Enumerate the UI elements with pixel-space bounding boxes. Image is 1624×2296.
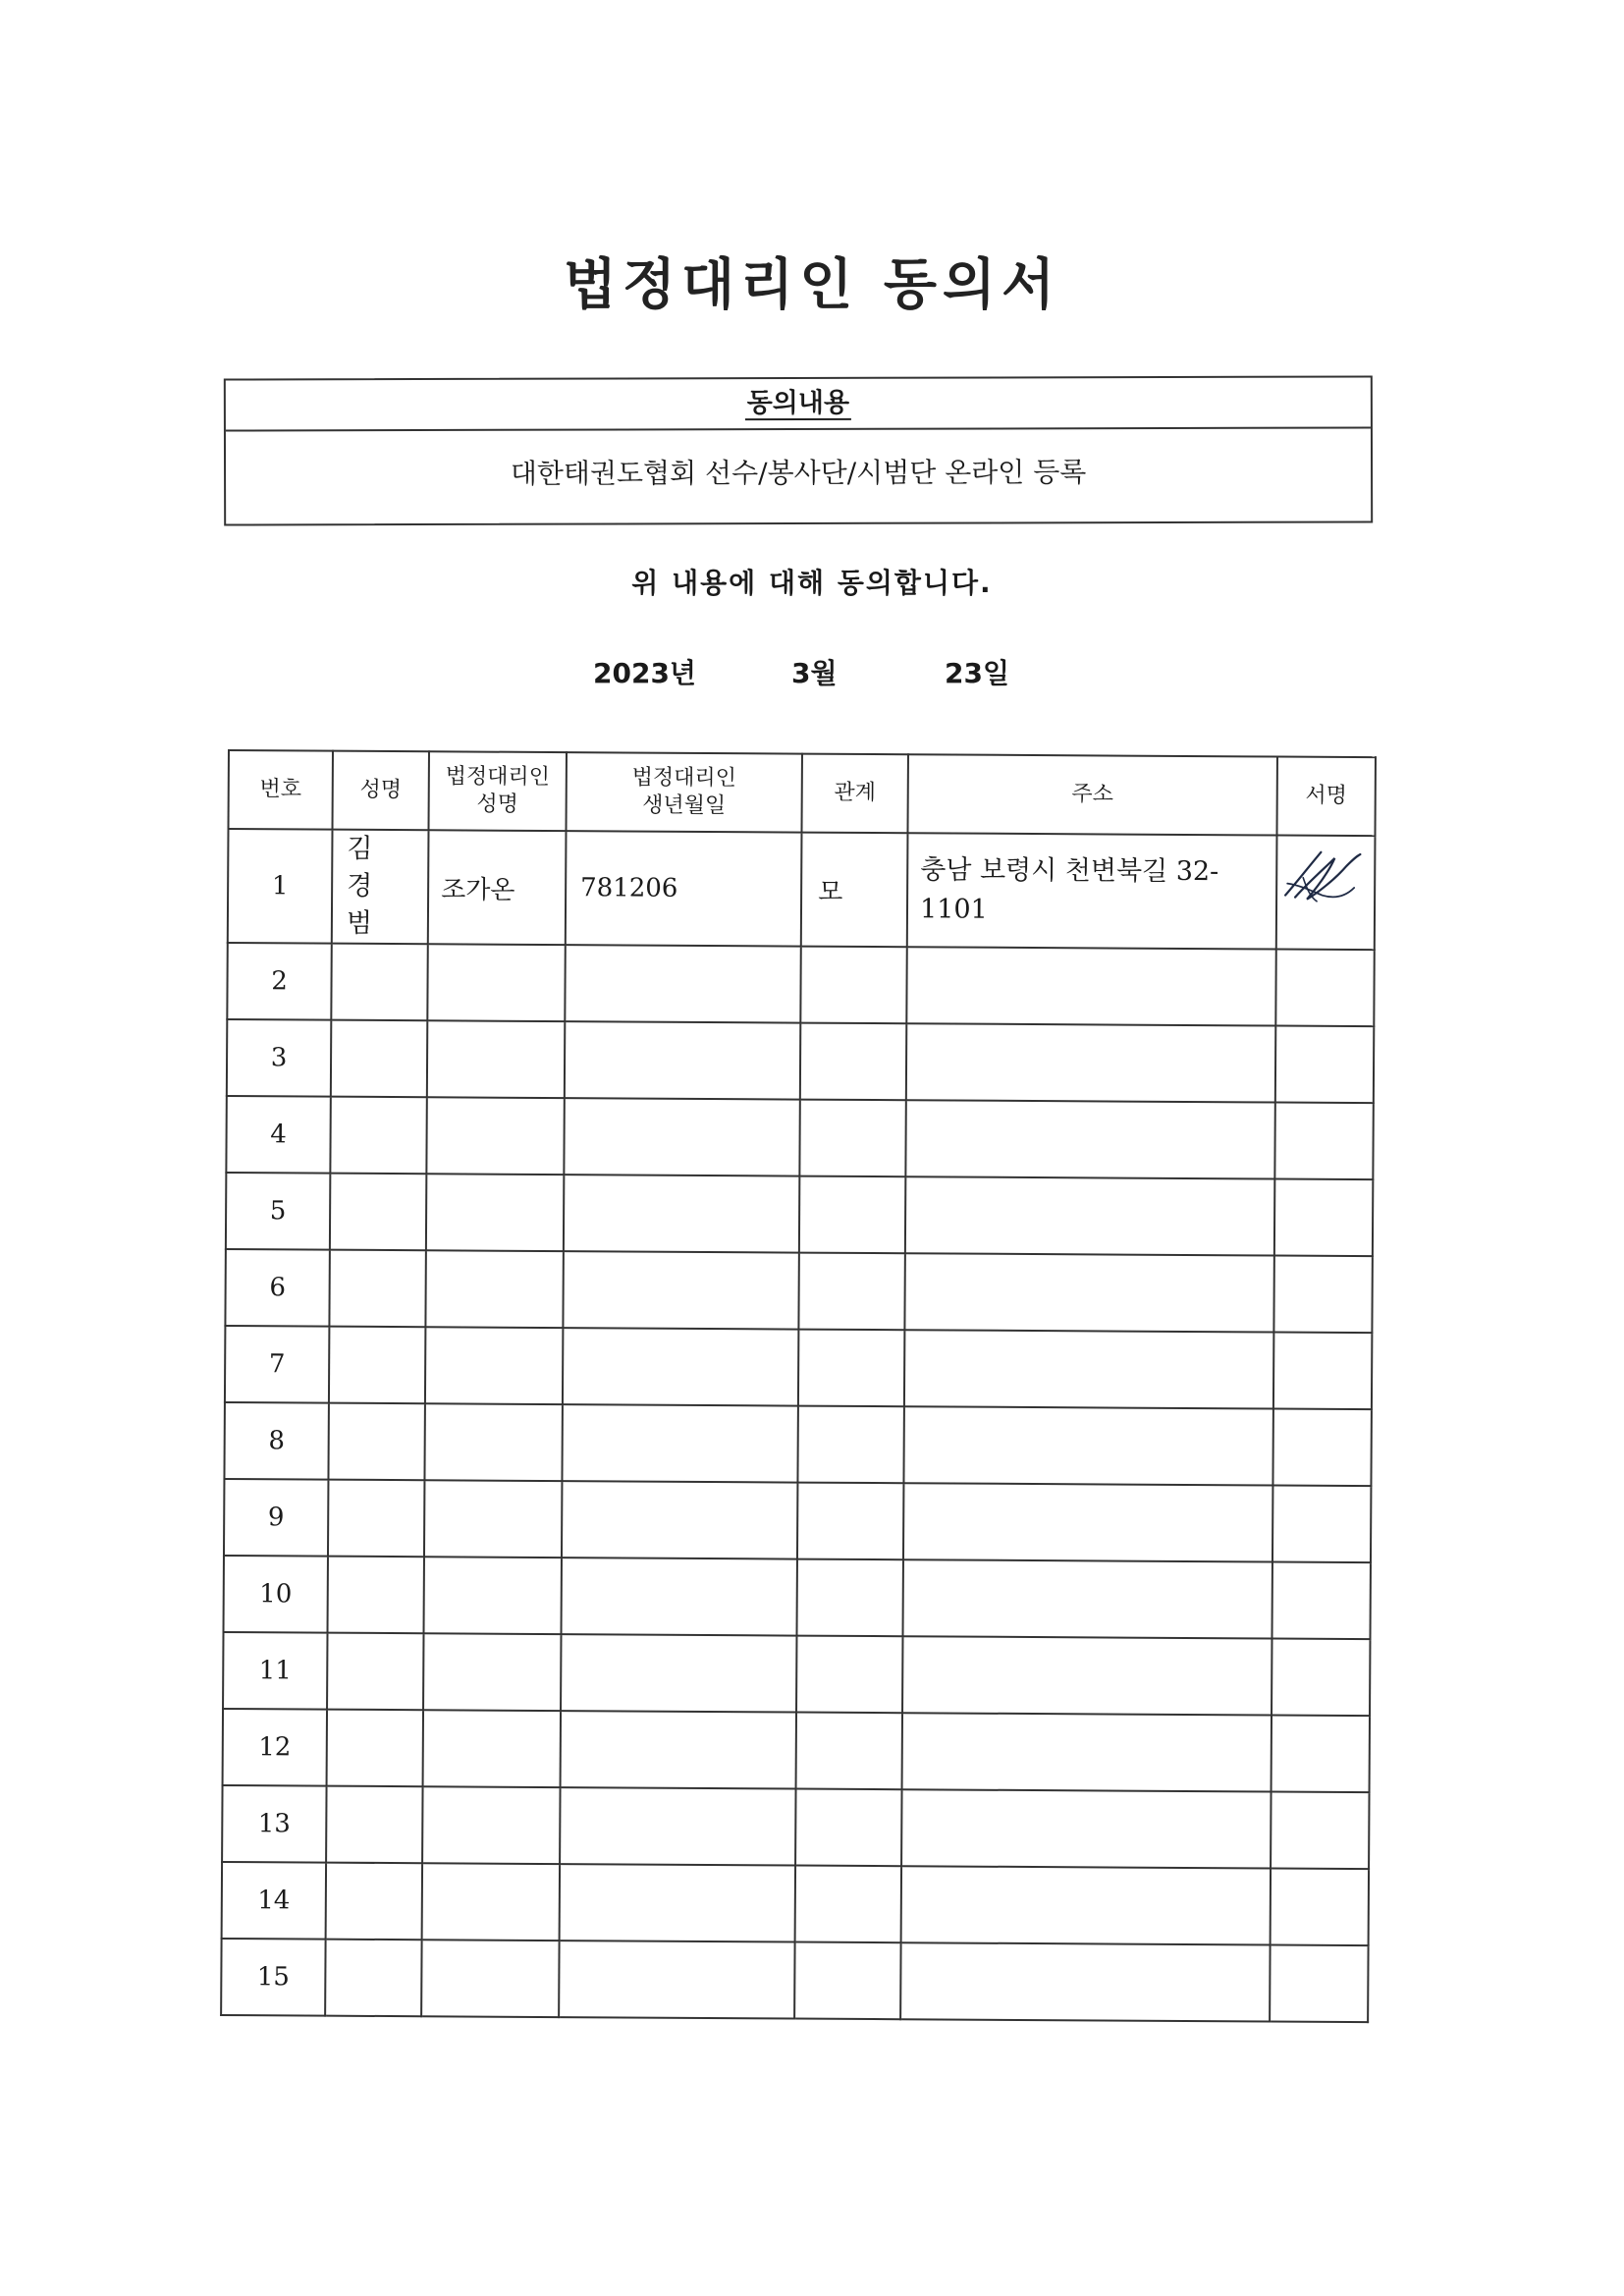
table-row (222, 1862, 1369, 1945)
row-number-cell: 7 (225, 1326, 329, 1403)
row-number-cell: 11 (223, 1632, 327, 1710)
player-name-cell (329, 1250, 425, 1328)
relation-cell (798, 1330, 904, 1407)
player-name-cell (330, 1174, 426, 1251)
header-no: 번호 (229, 750, 333, 830)
table-row (227, 943, 1374, 1026)
relation-cell (796, 1713, 902, 1790)
address-cell (903, 1406, 1272, 1485)
guardian-name-cell (421, 1940, 559, 2017)
relation-cell (795, 1866, 901, 1943)
guardian-birthdate-cell (561, 1711, 796, 1788)
guardian-birthdate-cell: 781206 (566, 831, 802, 946)
table-row (226, 1096, 1373, 1179)
guardian-name-cell (425, 1327, 563, 1404)
table-row (224, 1402, 1371, 1486)
guardian-name-cell (423, 1633, 561, 1711)
relation-cell (799, 1100, 905, 1177)
table-row (222, 1785, 1369, 1869)
player-name-cell (328, 1557, 424, 1634)
relation-cell (798, 1253, 904, 1331)
signature-cell (1274, 1103, 1373, 1180)
date-day: 23일 (945, 657, 1010, 689)
handwritten-signature (1277, 839, 1372, 912)
table-row (225, 1326, 1372, 1409)
player-name-cell (327, 1633, 423, 1711)
table-row (223, 1632, 1370, 1716)
player-name-cell (328, 1403, 424, 1481)
header-guardian-name-line2: 성명 (476, 792, 518, 817)
player-name-cell (329, 1327, 425, 1404)
guardian-birthdate-cell (562, 1404, 797, 1482)
relation-cell (794, 1942, 900, 2020)
guardian-name-cell (422, 1786, 560, 1864)
header-signature: 서명 (1276, 757, 1375, 837)
table-header-row (229, 750, 1376, 836)
row-number-cell: 5 (226, 1173, 330, 1250)
row-number-cell: 2 (227, 943, 331, 1020)
player-name-cell (325, 1940, 421, 2017)
table-row (224, 1556, 1371, 1639)
player-name-cell (326, 1863, 422, 1941)
table-row (223, 1709, 1370, 1792)
address-cell (902, 1636, 1272, 1715)
signature-cell (1274, 1179, 1373, 1257)
row-number-cell: 3 (227, 1019, 331, 1097)
table-row (221, 1939, 1368, 2022)
header-guardian-birth-line2: 생년월일 (642, 793, 727, 819)
row-number-cell: 15 (221, 1939, 325, 2016)
player-name-cell (327, 1710, 423, 1787)
address-cell (902, 1713, 1272, 1791)
signature-cell (1275, 950, 1374, 1027)
guardian-birthdate-cell (563, 1251, 798, 1329)
address-cell (905, 1176, 1274, 1255)
row-number-cell: 9 (224, 1479, 328, 1557)
signature-cell (1272, 1486, 1371, 1563)
guardian-birthdate-cell (563, 1328, 798, 1405)
relation-cell (800, 947, 906, 1024)
signature-cell (1270, 1945, 1368, 2023)
table-row (227, 1019, 1374, 1103)
relation-cell (797, 1483, 903, 1560)
signature-cell (1273, 1333, 1372, 1410)
relation-cell (800, 1023, 906, 1101)
player-name-cell (326, 1786, 422, 1864)
signature-cell (1275, 1026, 1374, 1104)
address-cell (904, 1253, 1273, 1332)
guardian-name-cell (424, 1480, 562, 1558)
signature-cell (1272, 1409, 1371, 1487)
consent-content: 대한태권도협회 선수/봉사단/시범단 온라인 등록 (510, 456, 1087, 490)
guardian-birthdate-cell (561, 1634, 796, 1712)
player-name-cell (328, 1480, 424, 1558)
address-cell (900, 1942, 1270, 2021)
player-name-cell: 김 경 범 (332, 830, 429, 945)
player-name-cell (331, 944, 427, 1021)
guardian-name-cell: 조가온 (428, 830, 567, 945)
address-cell (901, 1789, 1271, 1868)
row-number-cell: 6 (225, 1249, 329, 1327)
address-cell (906, 1023, 1275, 1102)
row-number-cell: 14 (222, 1862, 326, 1940)
relation-cell (795, 1789, 901, 1867)
address-cell (903, 1483, 1272, 1561)
guardian-birthdate-cell (562, 1481, 797, 1558)
consent-box (224, 375, 1373, 525)
row-number-cell: 1 (228, 829, 333, 944)
relation-cell (797, 1406, 903, 1484)
signature-cell (1272, 1562, 1370, 1640)
address-cell (904, 1330, 1273, 1408)
header-guardian-name (429, 751, 567, 831)
header-guardian-name-line1: 법정대리인 (445, 764, 551, 791)
row-number-cell: 8 (224, 1402, 328, 1480)
address-cell (905, 1100, 1274, 1178)
table-row (225, 1249, 1372, 1333)
header-address: 주소 (907, 754, 1276, 835)
table-row (224, 1479, 1371, 1562)
guardian-birthdate-cell (559, 1941, 794, 2018)
relation-cell (796, 1559, 902, 1637)
consent-header (226, 377, 1371, 431)
guardian-birthdate-cell (564, 1098, 799, 1175)
row-number-cell: 10 (224, 1556, 328, 1633)
player-name-cell (331, 1020, 427, 1098)
guardian-birthdate-cell (565, 1021, 800, 1099)
relation-cell (799, 1176, 905, 1254)
header-guardian-birth-line1: 법정대리인 (631, 765, 737, 792)
signature-cell (1276, 836, 1376, 951)
guardian-name-cell (425, 1250, 563, 1328)
header-name: 성명 (333, 751, 429, 831)
row-number-cell: 12 (223, 1709, 327, 1786)
signature-cell (1273, 1256, 1372, 1334)
guardian-table (220, 749, 1377, 2023)
signature-cell (1272, 1639, 1370, 1717)
signature-cell (1271, 1792, 1369, 1870)
address-cell (902, 1559, 1272, 1638)
date-year: 2023년 (593, 657, 696, 689)
relation-cell (796, 1636, 902, 1714)
address-cell (906, 947, 1275, 1025)
document-title: 법정대리인 동의서 (563, 253, 1061, 317)
relation-cell: 모 (801, 833, 908, 948)
date-month: 3월 (791, 657, 838, 689)
guardian-name-cell (426, 1174, 564, 1251)
guardian-name-cell (424, 1403, 562, 1481)
header-guardian-birth (566, 752, 801, 832)
table-row (228, 829, 1376, 950)
guardian-name-cell (422, 1863, 560, 1941)
guardian-name-cell (423, 1710, 561, 1787)
player-name-cell (330, 1097, 426, 1175)
row-number-cell: 4 (226, 1096, 330, 1174)
address-cell: 충남 보령시 천변북길 32-1101 (907, 833, 1277, 949)
signature-cell (1271, 1869, 1369, 1946)
table-row (226, 1173, 1373, 1256)
guardian-name-cell (427, 1020, 565, 1098)
header-relation: 관계 (801, 754, 907, 834)
signature-cell (1272, 1716, 1370, 1793)
guardian-name-cell (426, 1097, 564, 1175)
guardian-birthdate-cell (562, 1558, 797, 1635)
consent-header-label: 동의내용 (745, 388, 851, 420)
guardian-birthdate-cell (560, 1864, 795, 1941)
agreement-statement: 위 내용에 대해 동의합니다. (631, 567, 993, 599)
guardian-birthdate-cell (565, 945, 800, 1022)
guardian-name-cell (424, 1557, 562, 1634)
address-cell (901, 1866, 1271, 1944)
guardian-birthdate-cell (564, 1175, 799, 1252)
row-number-cell: 13 (222, 1785, 326, 1863)
guardian-name-cell (427, 944, 565, 1021)
guardian-birthdate-cell (560, 1787, 795, 1865)
